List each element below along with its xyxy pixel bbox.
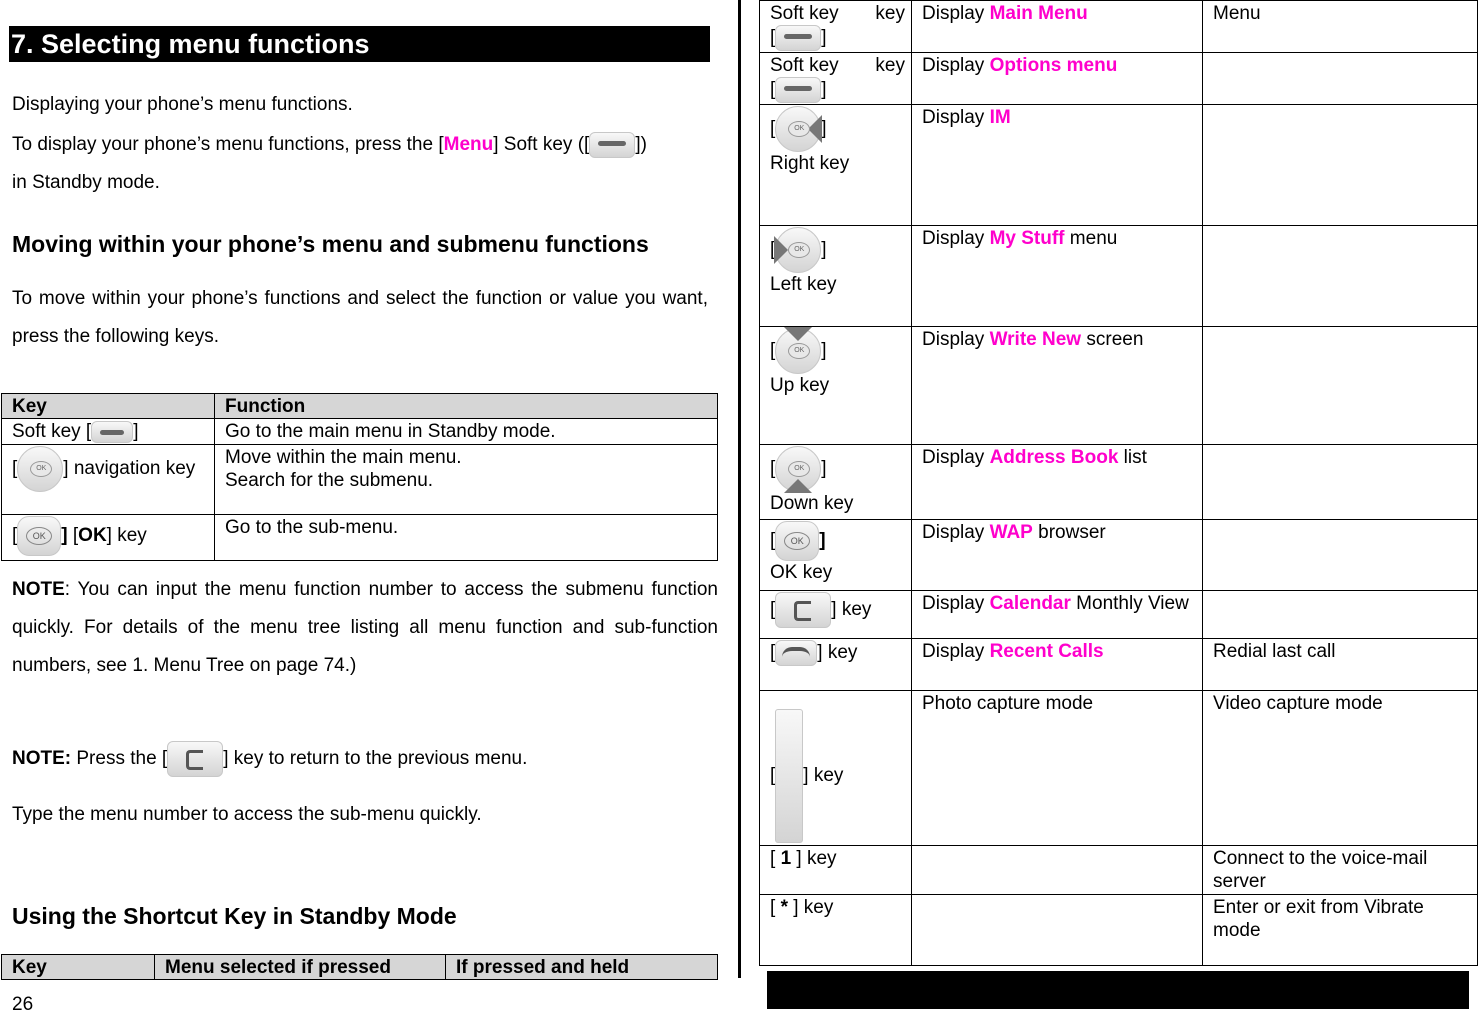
table-cell-menu: Display Recent Calls (912, 639, 1203, 691)
note-back-key: NOTE: Press the [ ] key to return to the previous menu. (12, 740, 708, 778)
table-cell-function: Go to the main menu in Standby mode. (215, 419, 718, 445)
ok-key-icon (775, 521, 819, 561)
intro-text-a: To display your phone’s menu functions, press the [ (12, 134, 444, 155)
table-row (760, 445, 1478, 520)
table-cell-held: Redial last call (1203, 639, 1478, 691)
table-cell-menu: Display IM (912, 105, 1203, 226)
nav-right-key-icon (775, 106, 821, 152)
table-row (760, 520, 1478, 591)
type-menu-number: Type the menu number to access the sub-menu quickly. (12, 804, 482, 825)
table-row (760, 895, 1478, 966)
table-cell-key: Soft key key [ ] (760, 53, 912, 105)
table-cell-held (1203, 445, 1478, 520)
table-cell-menu: Display WAP browser (912, 520, 1203, 591)
table-cell-menu: Display Main Menu (912, 1, 1203, 53)
table-cell-key: [OK ] Right key (760, 105, 912, 226)
shortcut-table-header (1, 954, 718, 980)
table-header-key: Key (2, 955, 155, 980)
table-row (760, 105, 1478, 226)
ok-key-icon (17, 516, 61, 556)
right-soft-key-icon (775, 77, 821, 103)
table-cell-key: [OK ] Down key (760, 445, 912, 520)
left-soft-key-icon (775, 25, 821, 51)
clear-key-icon (775, 592, 831, 628)
table-row (760, 327, 1478, 445)
footer-bar (767, 971, 1469, 1009)
table-cell-held (1203, 53, 1478, 105)
clear-key-icon (167, 741, 223, 777)
table-cell-key: [OK ] Up key (760, 327, 912, 445)
table-cell-key: [OK ] Left key (760, 226, 912, 327)
table-cell-menu: Display Calendar Monthly View (912, 591, 1203, 639)
intro-text-c: ]) (635, 134, 647, 155)
soft-key-icon (91, 421, 133, 443)
table-row (760, 691, 1478, 846)
table-cell-menu: Photo capture mode (912, 691, 1203, 846)
table-cell-key: Soft key [ ] (2, 419, 215, 445)
table-cell-menu (912, 846, 1203, 895)
table-cell-function: Go to the sub-menu. (215, 515, 718, 561)
table-cell-key: [ ] key (760, 591, 912, 639)
note-submenu: NOTE: You can input the menu function number to access the submenu function quickly. For details of the menu tree listing all menu function and sub-function numbers, see 1. Menu Tree on page 74.) (12, 579, 718, 676)
table-cell-key: [OK ] OK key (760, 520, 912, 591)
table-cell-held (1203, 520, 1478, 591)
shortcut-heading: Using the Shortcut Key in Standby Mode (12, 903, 457, 929)
table-cell-key: Soft key key [ ] (760, 1, 912, 53)
column-divider (738, 0, 741, 978)
moving-paragraph: To move within your phone’s functions and select the function or value you want, press the following keys. (12, 288, 708, 347)
page-number: 26 (12, 994, 34, 1015)
table-row (760, 639, 1478, 691)
table-row (760, 226, 1478, 327)
table-row (2, 445, 718, 515)
table-row (760, 1, 1478, 53)
camera-side-key-icon (775, 709, 803, 843)
table-cell-held (1203, 226, 1478, 327)
table-row (760, 846, 1478, 895)
table-cell-held (1203, 591, 1478, 639)
moving-heading: Moving within your phone’s menu and submenu functions (12, 231, 649, 257)
table-cell-held: Connect to the voice-mail server (1203, 846, 1478, 895)
send-key-icon (775, 640, 817, 666)
table-header-held: If pressed and held (446, 955, 718, 980)
table-cell-key: [OK ] [OK] key (2, 515, 215, 561)
table-row (760, 591, 1478, 639)
table-cell-key: [ 1 ] key (760, 846, 912, 895)
table-cell-held: Enter or exit from Vibrate mode (1203, 895, 1478, 966)
nav-left-key-icon (775, 227, 821, 273)
nav-down-key-icon (775, 446, 821, 492)
table-cell-held: Menu (1203, 1, 1478, 53)
table-cell-key: [OK ] navigation key (2, 445, 215, 515)
intro-text-b: ] Soft key ([ (493, 134, 590, 155)
table-header-menu: Menu selected if pressed (155, 955, 446, 980)
nav-up-key-icon (775, 328, 821, 374)
table-cell-held (1203, 327, 1478, 445)
table-header-key: Key (2, 394, 215, 419)
table-header-function: Function (215, 394, 718, 419)
table-cell-menu: Display Address Book list (912, 445, 1203, 520)
soft-key-icon (589, 132, 635, 158)
key-function-table (1, 393, 718, 561)
menu-label: Menu (443, 134, 494, 155)
table-cell-function: Move within the main menu. Search for the submenu. (215, 445, 718, 515)
table-cell-held (1203, 105, 1478, 226)
section-title: 7. Selecting menu functions (9, 26, 710, 62)
table-cell-key: [ ] key (760, 691, 912, 846)
navigation-key-icon (17, 446, 63, 492)
table-cell-menu (912, 895, 1203, 966)
table-cell-key: [ * ] key (760, 895, 912, 966)
table-row (760, 53, 1478, 105)
intro-paragraph (12, 126, 708, 164)
table-row (2, 419, 718, 445)
table-cell-menu: Display Write New screen (912, 327, 1203, 445)
table-cell-menu: Display My Stuff menu (912, 226, 1203, 327)
shortcut-table (759, 0, 1478, 966)
table-cell-menu: Display Options menu (912, 53, 1203, 105)
table-cell-key: [ ] key (760, 639, 912, 691)
intro-standby: in Standby mode. (12, 172, 160, 193)
intro-heading: Displaying your phone’s menu functions. (12, 94, 353, 115)
table-row (2, 515, 718, 561)
table-cell-held: Video capture mode (1203, 691, 1478, 846)
